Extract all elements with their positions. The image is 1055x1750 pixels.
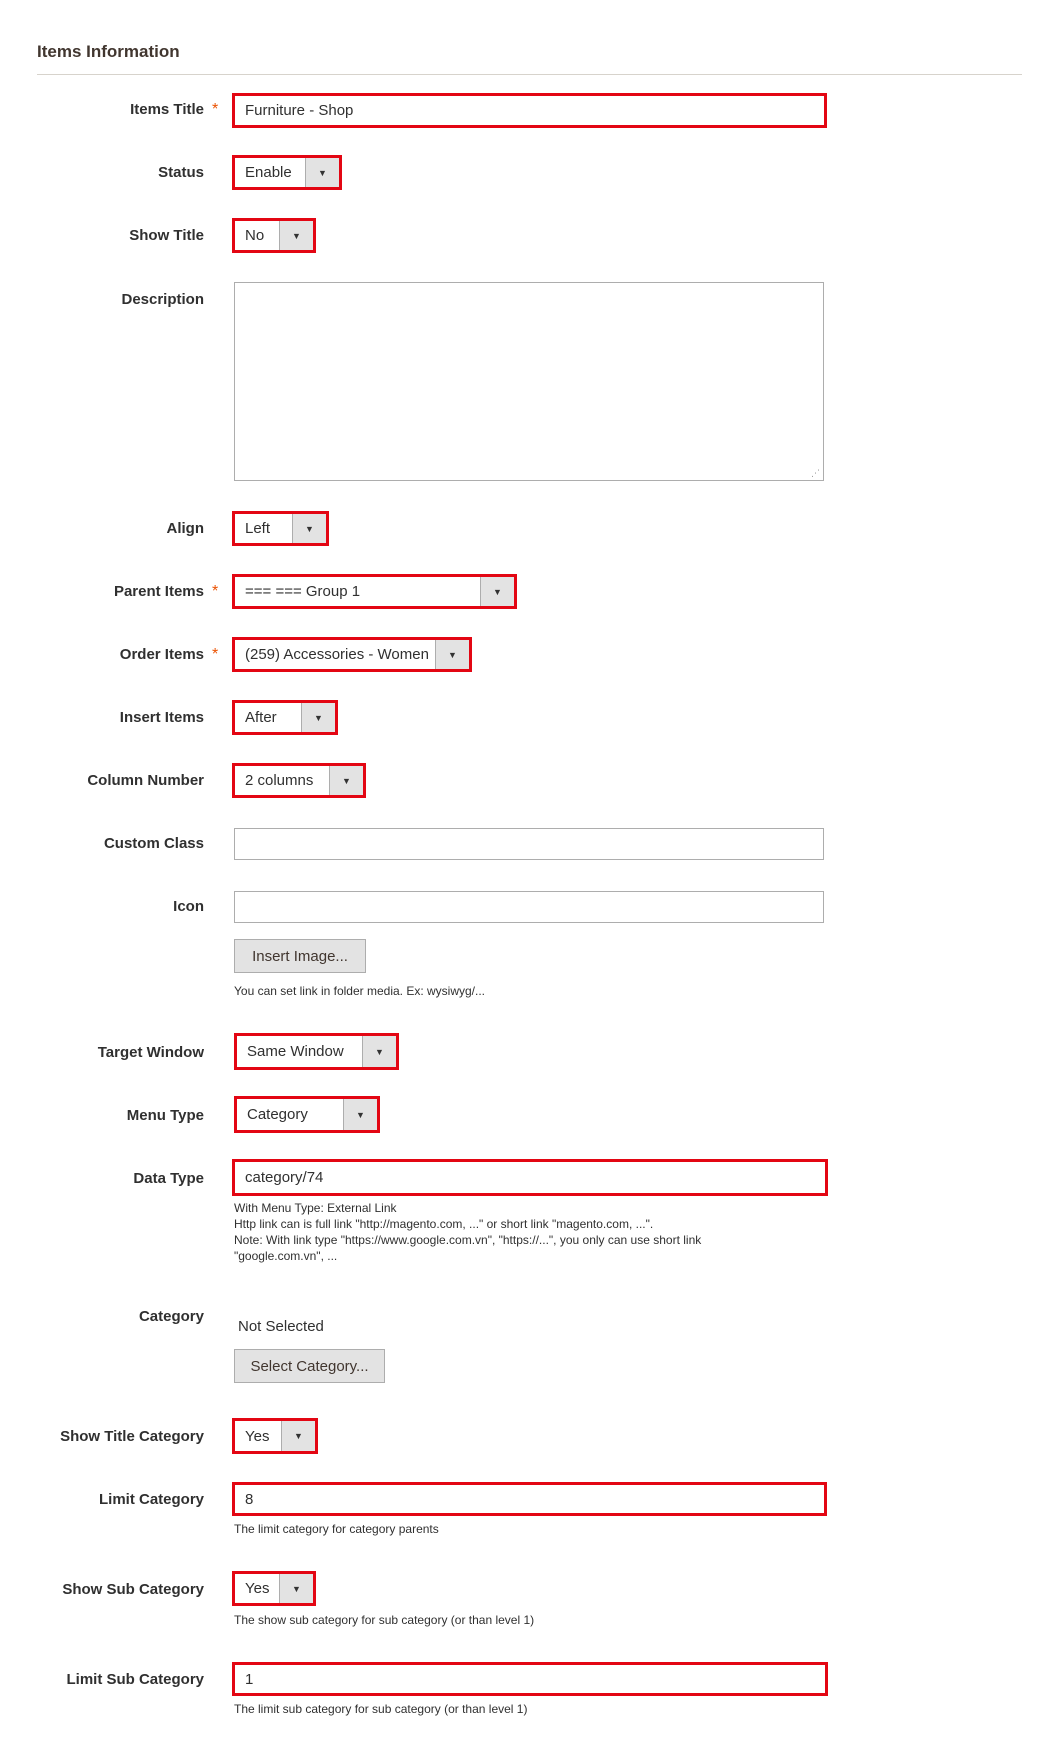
insert-items-value: After <box>245 709 277 726</box>
data-type-label: Data Type <box>133 1170 204 1187</box>
show-title-select[interactable] <box>232 218 316 253</box>
category-selected-text: Not Selected <box>238 1318 324 1335</box>
limit-sub-category-input[interactable] <box>232 1662 828 1696</box>
insert-items-select[interactable] <box>232 700 338 735</box>
chevron-down-icon[interactable]: ▼ <box>480 577 514 606</box>
target-window-label: Target Window <box>97 1044 204 1061</box>
icon-label: Icon <box>173 898 204 915</box>
column-number-select[interactable] <box>232 763 366 798</box>
target-window-select[interactable] <box>234 1033 399 1070</box>
column-number-label: Column Number <box>87 772 204 789</box>
limit-sub-category-label: Limit Sub Category <box>66 1671 204 1688</box>
limit-category-value: 8 <box>245 1490 254 1508</box>
icon-note: You can set link in folder media. Ex: wysiwyg/... <box>234 984 486 998</box>
insert-items-label: Insert Items <box>119 709 204 726</box>
status-label: Status <box>158 164 204 181</box>
align-label: Align <box>166 520 204 537</box>
parent-items-select[interactable] <box>232 574 517 609</box>
menu-type-label: Menu Type <box>126 1107 204 1124</box>
menu-type-select[interactable] <box>234 1096 380 1133</box>
required-marker: * <box>212 101 219 118</box>
select-category-button[interactable]: Select Category... <box>234 1349 385 1383</box>
show-sub-category-value: Yes <box>245 1580 270 1597</box>
items-title-value: Furniture - Shop <box>245 102 354 119</box>
menu-type-value: Category <box>247 1106 308 1123</box>
custom-class-label: Custom Class <box>103 835 204 852</box>
data-type-note-line: With Menu Type: External Link <box>234 1201 397 1215</box>
align-select[interactable] <box>232 511 329 546</box>
required-marker: * <box>212 646 219 663</box>
limit-category-label: Limit Category <box>98 1491 204 1508</box>
limit-sub-category-note: The limit sub category for sub category (or than level 1) <box>234 1702 528 1716</box>
show-sub-category-select[interactable] <box>232 1571 316 1606</box>
chevron-down-icon[interactable]: ▼ <box>435 640 469 669</box>
parent-items-value: === === Group 1 <box>245 583 361 600</box>
order-items-select[interactable] <box>232 637 472 672</box>
chevron-down-icon[interactable]: ▼ <box>305 158 339 187</box>
data-type-note-line: "google.com.vn", ... <box>234 1249 338 1263</box>
order-items-label: Order Items <box>119 646 204 663</box>
icon-input[interactable] <box>234 891 824 923</box>
items-title-input[interactable] <box>232 93 827 128</box>
chevron-down-icon[interactable]: ▼ <box>292 514 326 543</box>
description-label: Description <box>121 291 204 308</box>
parent-items-label: Parent Items <box>113 583 204 600</box>
chevron-down-icon[interactable]: ▼ <box>301 703 335 732</box>
limit-category-input[interactable] <box>232 1482 827 1516</box>
column-number-value: 2 columns <box>245 772 314 789</box>
data-type-note-line: Note: With link type "https://www.google.com.vn", "https://...", you only can use short link <box>234 1233 702 1247</box>
chevron-down-icon[interactable]: ▼ <box>362 1036 396 1067</box>
section-divider <box>37 74 1022 75</box>
show-sub-category-label: Show Sub Category <box>62 1581 204 1598</box>
chevron-down-icon[interactable]: ▼ <box>281 1421 315 1451</box>
data-type-input[interactable] <box>232 1159 828 1196</box>
show-title-value: No <box>245 227 265 244</box>
section-title: Items Information <box>37 42 180 61</box>
data-type-value: category/74 <box>245 1169 324 1186</box>
show-title-label: Show Title <box>129 227 204 244</box>
status-select[interactable] <box>232 155 342 190</box>
order-items-value: (259) Accessories - Women <box>245 646 429 663</box>
data-type-note-line: Http link can is full link "http://magento.com, ..." or short link "magento.com, ...". <box>234 1217 654 1231</box>
target-window-value: Same Window <box>247 1043 344 1060</box>
required-marker: * <box>212 583 219 600</box>
show-title-category-label: Show Title Category <box>60 1428 204 1445</box>
data-type-note <box>234 1200 794 1264</box>
status-value: Enable <box>245 164 292 181</box>
chevron-down-icon[interactable]: ▼ <box>343 1099 377 1130</box>
insert-image-button[interactable]: Insert Image... <box>234 939 366 973</box>
chevron-down-icon[interactable]: ▼ <box>279 221 313 250</box>
align-value: Left <box>245 520 271 537</box>
limit-category-note: The limit category for category parents <box>234 1522 439 1536</box>
custom-class-input[interactable] <box>234 828 824 860</box>
show-title-category-value: Yes <box>245 1427 270 1445</box>
chevron-down-icon[interactable]: ▼ <box>329 766 363 795</box>
chevron-down-icon[interactable]: ▼ <box>279 1574 313 1603</box>
show-sub-category-note: The show sub category for sub category (or than level 1) <box>234 1613 535 1627</box>
description-textarea[interactable] <box>234 282 824 481</box>
resize-grip-icon[interactable]: ⋰ <box>811 468 820 478</box>
category-label: Category <box>138 1308 204 1325</box>
limit-sub-category-value: 1 <box>245 1670 254 1688</box>
show-title-category-select[interactable] <box>232 1418 318 1454</box>
items-title-label: Items Title <box>130 101 204 118</box>
